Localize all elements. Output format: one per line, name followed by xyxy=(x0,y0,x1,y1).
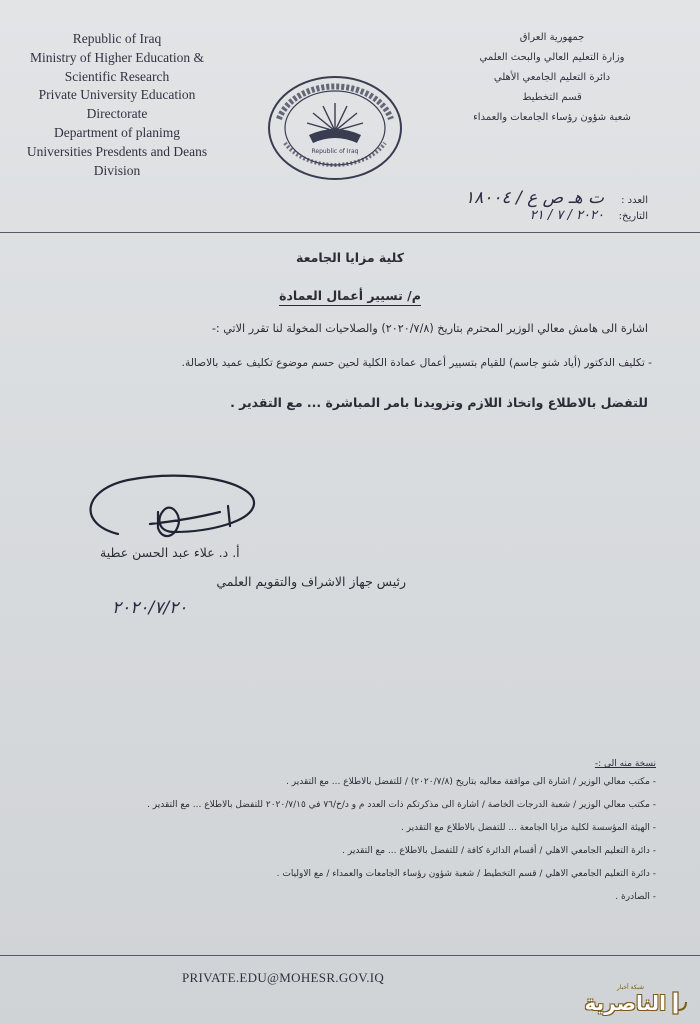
closing-line: للتفضل بالاطلاع واتخاذ اللازم وتزويدنا بامر المباشرة ... مع التقدير . xyxy=(230,395,648,410)
body-paragraph: - تكليف الدكتور (أياد شنو جاسم) للقيام بتسيير أعمال عمادة الكلية لحين حسم موضوع تكليف عميد بالاصالة. xyxy=(181,357,652,369)
reference-date: ٢٠٢٠ / ٧ / ٢١ xyxy=(529,208,604,223)
watermark-text: الناصرية xyxy=(584,991,666,1015)
header-divider xyxy=(0,232,700,233)
signatory-name: أ. د. علاء عبد الحسن عطية xyxy=(100,545,240,560)
letterhead-line: وزارة التعليم العالي والبحث العلمي xyxy=(479,52,625,63)
arabic-letterhead xyxy=(452,28,652,128)
subject-line xyxy=(0,288,700,303)
signatory-title: رئيس جهاز الاشراف والتقويم العلمي xyxy=(216,574,406,589)
letterhead-line: دائرة التعليم الجامعي الأهلي xyxy=(493,72,611,83)
svg-text:Republic of Iraq: Republic of Iraq xyxy=(311,148,359,155)
footer-divider xyxy=(0,955,700,956)
reference-number-row xyxy=(448,188,648,208)
copy-recipient: - دائرة التعليم الجامعي الاهلي / قسم التخطيط / شعبة شؤون رؤساء الجامعات والعمداء / مع الاوليات . xyxy=(276,869,656,879)
reference-block xyxy=(448,188,648,228)
letterhead-line: Republic of Iraq xyxy=(72,31,162,46)
watermark-logo-icon xyxy=(670,990,688,1016)
letterhead-line: شعبة شؤون رؤساء الجامعات والعمداء xyxy=(473,112,631,123)
copy-recipient: - مكتب معالي الوزير / شعبة الدرجات الخاصة / اشارة الى مذكرتكم ذات العدد م و د/خ/٧٦ في ٢٠٢٠/٧/١٥ للتفضل بالاطلاع ... مع التقدير . xyxy=(147,800,656,810)
reference-date-row xyxy=(448,208,648,228)
subject-text: م/ تسيير أعمال العمادة xyxy=(279,288,421,306)
copies-title: نسخة منه الى :- xyxy=(594,759,656,769)
letterhead-line: Division xyxy=(93,162,141,178)
copy-recipient: - دائرة التعليم الجامعي الاهلي / أقسام الدائرة كافة / للتفضل بالاطلاع ... مع التقدير . xyxy=(342,846,656,856)
watermark-subtitle: شبكة أخبار xyxy=(616,984,644,991)
handwritten-signature-icon xyxy=(78,468,263,548)
letterhead-line: Private University Education xyxy=(38,87,196,103)
signature-date: ٢٠٢٠/٧/٢٠ xyxy=(112,598,188,618)
letterhead-line: Directorate xyxy=(86,106,148,122)
copy-recipient: - مكتب معالي الوزير / اشارة الى موافقة معاليه بتاريخ (٢٠٢٠/٧/٨) / للتفضل بالاطلاع ... مع التقدير . xyxy=(286,777,656,787)
addressee: كلية مزايا الجامعة xyxy=(295,250,404,265)
reference-date-label: التاريخ: xyxy=(618,211,648,222)
copy-recipient: - الصادرة . xyxy=(615,892,656,902)
copy-recipient: - الهيئة المؤسسة لكلية مزايا الجامعة ... للتفضل بالاطلاع مع التقدير . xyxy=(400,823,656,833)
reference-number-label: العدد : xyxy=(621,195,648,206)
letterhead-line: Ministry of Higher Education & xyxy=(30,49,204,65)
letterhead-line: Universities Presdents and Deans xyxy=(26,143,208,159)
ministry-seal-icon xyxy=(265,73,405,183)
body-paragraph: اشارة الى هامش معالي الوزير المحترم بتاريخ (٢٠٢٠/٧/٨) والصلاحيات المخولة لنا تقرر الاتي :- xyxy=(211,322,648,335)
letterhead-line: Department of planimg xyxy=(54,124,180,140)
copies-list xyxy=(36,756,656,912)
english-letterhead xyxy=(12,30,222,180)
letterhead-line: قسم التخطيط xyxy=(522,92,582,103)
reference-number: ت هـ ص ع / ١٨٠٠٤ xyxy=(464,188,604,208)
letterhead-line: جمهورية العراق xyxy=(519,32,585,43)
letterhead-line: Scientific Research xyxy=(64,68,170,84)
footer-email: PRIVATE.EDU@MOHESR.GOV.IQ xyxy=(182,970,385,985)
news-watermark xyxy=(568,984,688,1018)
